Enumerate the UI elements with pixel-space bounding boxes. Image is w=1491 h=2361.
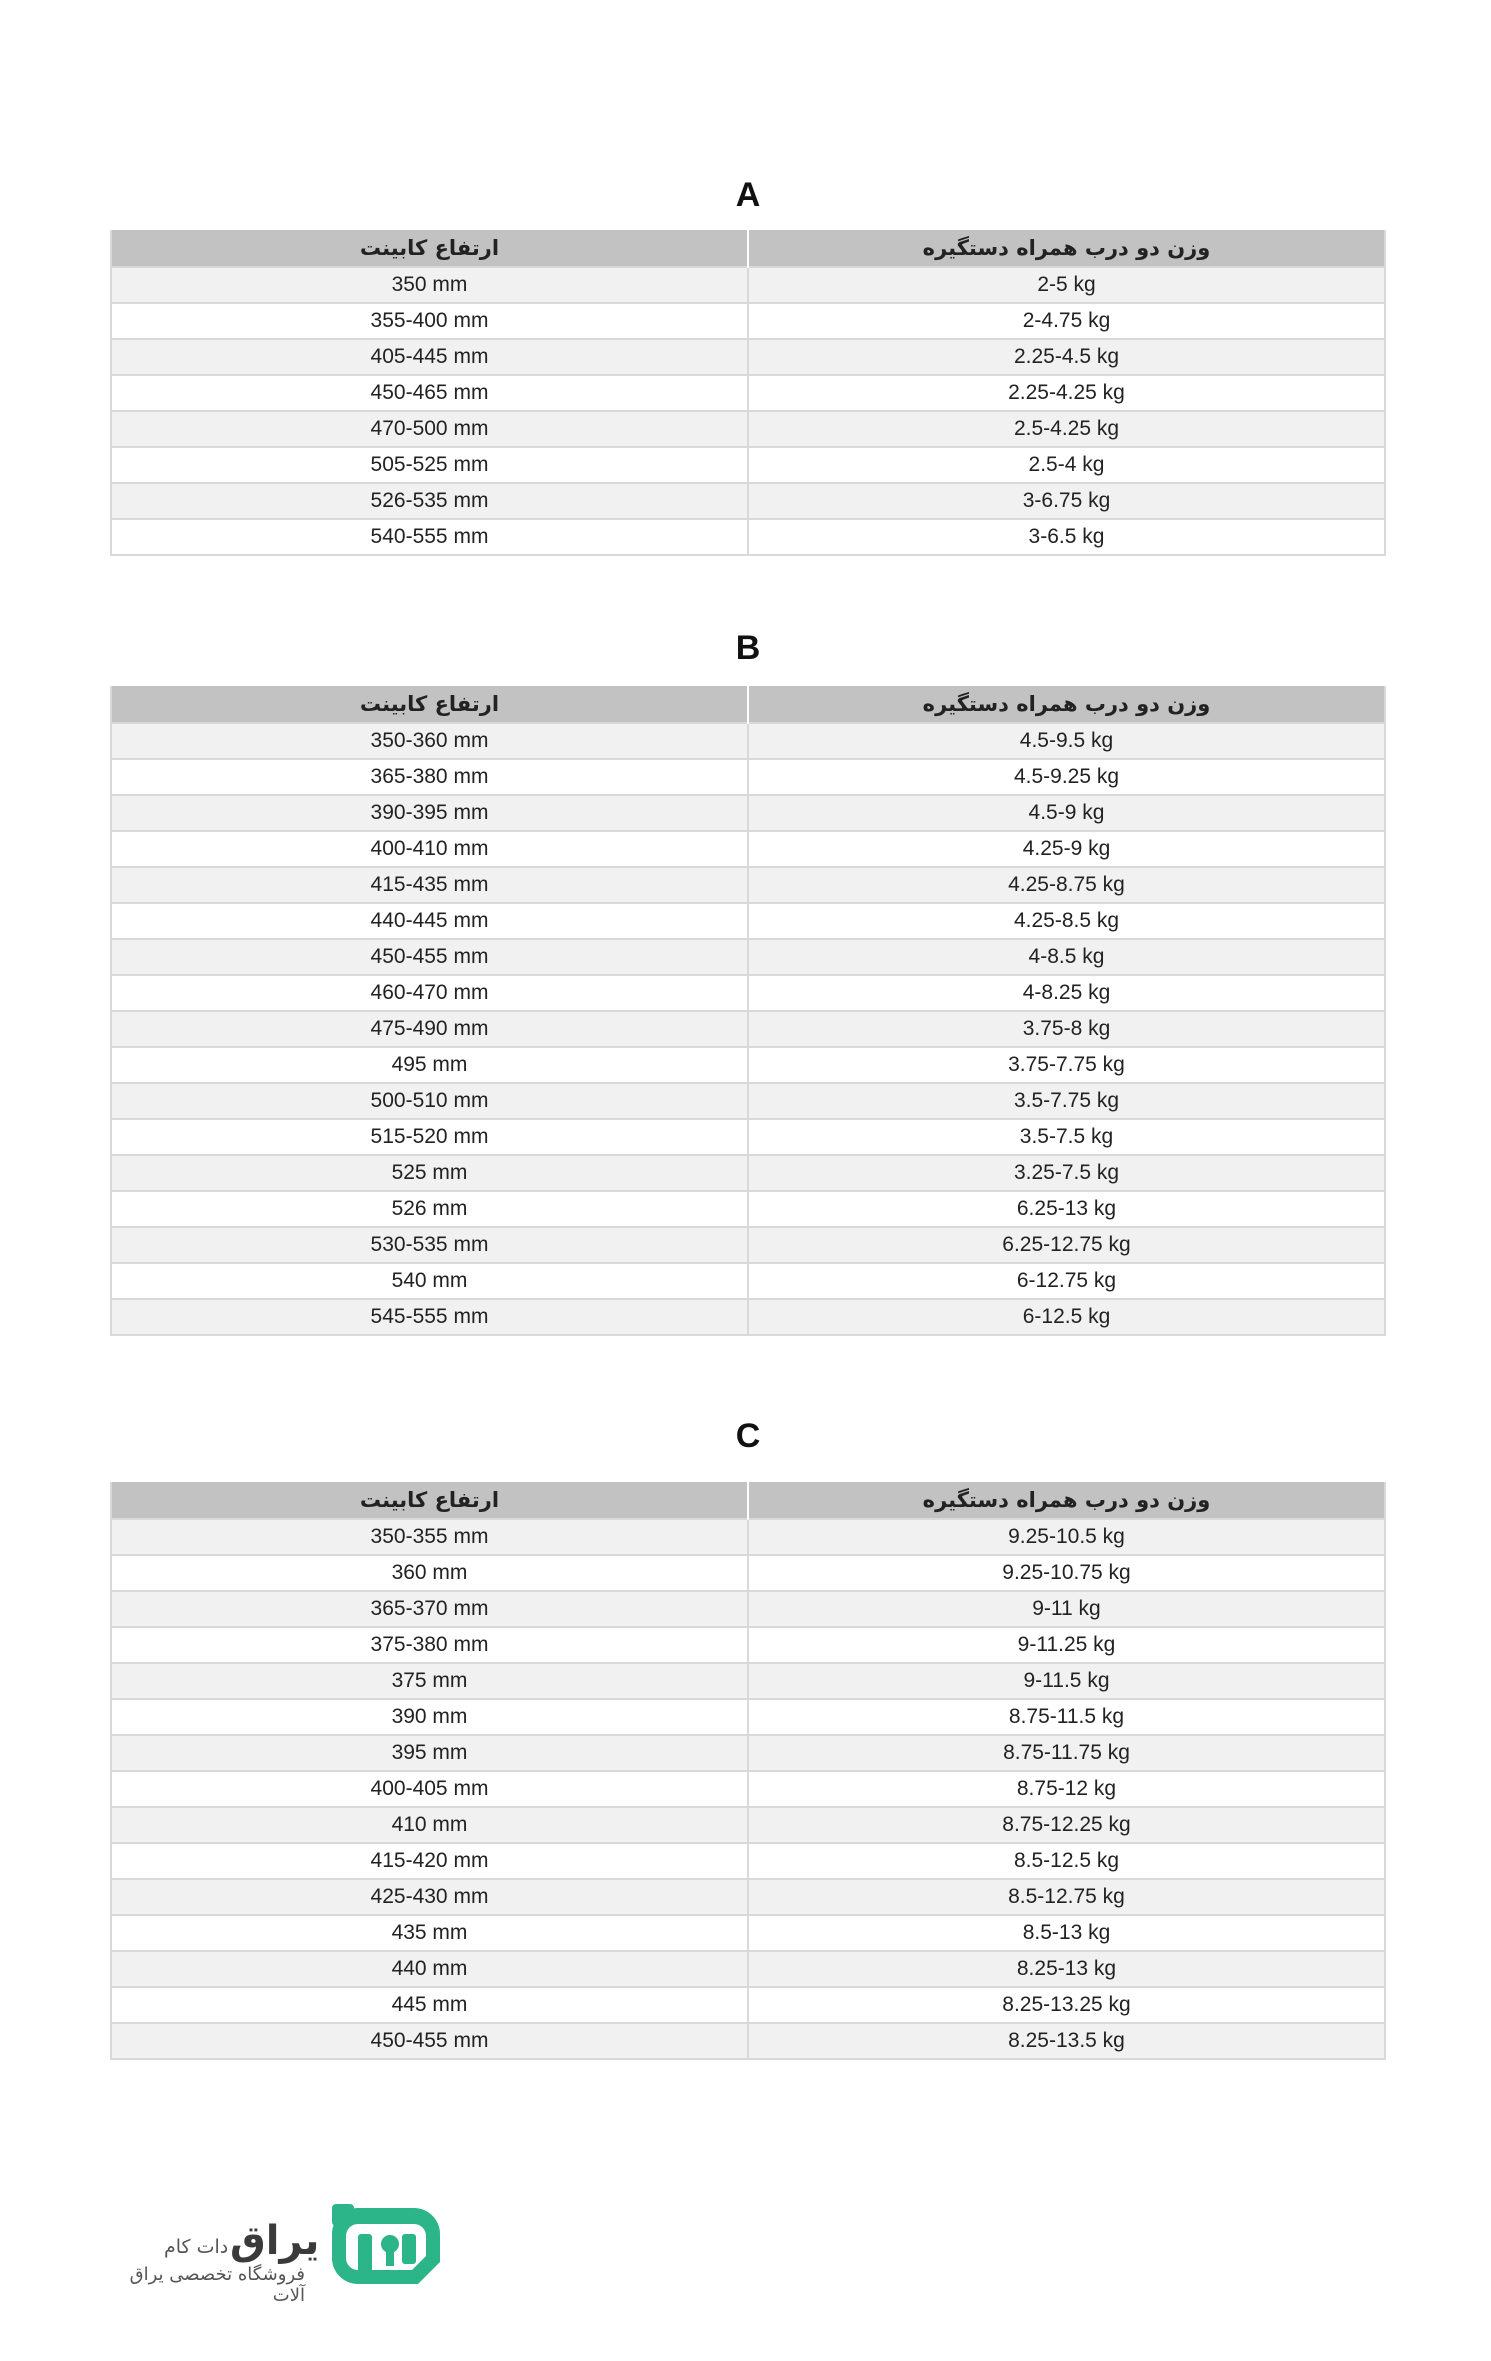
- table-row: [111, 1951, 1385, 1987]
- spec-table-c: [110, 1482, 1386, 2060]
- cell-height: 545-555 mm: [111, 1299, 748, 1335]
- table-row: [111, 519, 1385, 555]
- brand-name: یراق: [230, 2218, 320, 2264]
- cell-weight: 8.5-12.75 kg: [748, 1879, 1385, 1915]
- spec-table-b: [110, 686, 1386, 1336]
- cell-height: 445 mm: [111, 1987, 748, 2023]
- cell-weight: 3-6.5 kg: [748, 519, 1385, 555]
- table-row: [111, 1987, 1385, 2023]
- cell-height: 526 mm: [111, 1191, 748, 1227]
- table-row: [111, 1591, 1385, 1627]
- cell-weight: 3.5-7.5 kg: [748, 1119, 1385, 1155]
- cell-weight: 8.5-12.5 kg: [748, 1843, 1385, 1879]
- cell-height: 435 mm: [111, 1915, 748, 1951]
- table-row: [111, 1263, 1385, 1299]
- cell-height: 540 mm: [111, 1263, 748, 1299]
- cell-height: 350 mm: [111, 267, 748, 303]
- cell-weight: 8.5-13 kg: [748, 1915, 1385, 1951]
- cell-weight: 8.75-12 kg: [748, 1771, 1385, 1807]
- cell-weight: 2.25-4.5 kg: [748, 339, 1385, 375]
- cell-weight: 6.25-13 kg: [748, 1191, 1385, 1227]
- table-row: [111, 903, 1385, 939]
- yaragh-logo-icon: [328, 2200, 444, 2290]
- cell-weight: 3.75-8 kg: [748, 1011, 1385, 1047]
- cell-height: 405-445 mm: [111, 339, 748, 375]
- section-title: B: [735, 629, 761, 667]
- cell-height: 375 mm: [111, 1663, 748, 1699]
- table-row: [111, 1299, 1385, 1335]
- cell-height: 425-430 mm: [111, 1879, 748, 1915]
- table-row: [111, 939, 1385, 975]
- cell-weight: 9.25-10.5 kg: [748, 1519, 1385, 1555]
- table-row: [111, 1663, 1385, 1699]
- table-header-row: [111, 230, 1385, 267]
- brand-tagline: فروشگاه تخصصی یراق آلات: [129, 2264, 305, 2306]
- cell-height: 355-400 mm: [111, 303, 748, 339]
- column-header-height: ارتفاع کابینت: [111, 686, 748, 723]
- cell-height: 375-380 mm: [111, 1627, 748, 1663]
- cell-weight: 9-11.25 kg: [748, 1627, 1385, 1663]
- table-row: [111, 375, 1385, 411]
- table-row: [111, 867, 1385, 903]
- cell-height: 360 mm: [111, 1555, 748, 1591]
- cell-weight: 9-11 kg: [748, 1591, 1385, 1627]
- cell-height: 475-490 mm: [111, 1011, 748, 1047]
- table-row: [111, 1555, 1385, 1591]
- table-row: [111, 1227, 1385, 1263]
- cell-height: 410 mm: [111, 1807, 748, 1843]
- table-row: [111, 975, 1385, 1011]
- cell-weight: 3.5-7.75 kg: [748, 1083, 1385, 1119]
- cell-weight: 6.25-12.75 kg: [748, 1227, 1385, 1263]
- table-row: [111, 411, 1385, 447]
- column-header-height: ارتفاع کابینت: [111, 1482, 748, 1519]
- cell-weight: 8.25-13.25 kg: [748, 1987, 1385, 2023]
- column-header-weight: وزن دو درب همراه دستگیره: [748, 230, 1385, 267]
- table-row: [111, 1807, 1385, 1843]
- cell-height: 450-455 mm: [111, 939, 748, 975]
- cell-height: 460-470 mm: [111, 975, 748, 1011]
- table-row: [111, 1843, 1385, 1879]
- column-header-weight: وزن دو درب همراه دستگیره: [748, 686, 1385, 723]
- cell-height: 415-420 mm: [111, 1843, 748, 1879]
- table-row: [111, 759, 1385, 795]
- table-row: [111, 267, 1385, 303]
- table-row: [111, 447, 1385, 483]
- section-title: C: [735, 1417, 761, 1455]
- cell-height: 395 mm: [111, 1735, 748, 1771]
- cell-weight: 9.25-10.75 kg: [748, 1555, 1385, 1591]
- table-row: [111, 1627, 1385, 1663]
- cell-weight: 8.25-13 kg: [748, 1951, 1385, 1987]
- cell-height: 365-380 mm: [111, 759, 748, 795]
- cell-weight: 4.25-8.5 kg: [748, 903, 1385, 939]
- cell-weight: 3.75-7.75 kg: [748, 1047, 1385, 1083]
- column-header-weight: وزن دو درب همراه دستگیره: [748, 1482, 1385, 1519]
- cell-weight: 2.25-4.25 kg: [748, 375, 1385, 411]
- section-title: A: [735, 176, 761, 214]
- cell-weight: 4.25-9 kg: [748, 831, 1385, 867]
- cell-weight: 4.25-8.75 kg: [748, 867, 1385, 903]
- table-header-row: [111, 686, 1385, 723]
- cell-height: 390 mm: [111, 1699, 748, 1735]
- cell-height: 540-555 mm: [111, 519, 748, 555]
- table-row: [111, 1155, 1385, 1191]
- table-row: [111, 483, 1385, 519]
- cell-weight: 4.5-9.5 kg: [748, 723, 1385, 759]
- cell-weight: 2.5-4.25 kg: [748, 411, 1385, 447]
- table-row: [111, 1519, 1385, 1555]
- table-row: [111, 339, 1385, 375]
- cell-weight: 8.25-13.5 kg: [748, 2023, 1385, 2059]
- table-row: [111, 1699, 1385, 1735]
- cell-weight: 6-12.5 kg: [748, 1299, 1385, 1335]
- cell-height: 390-395 mm: [111, 795, 748, 831]
- cell-height: 530-535 mm: [111, 1227, 748, 1263]
- cell-height: 440-445 mm: [111, 903, 748, 939]
- cell-weight: 4-8.25 kg: [748, 975, 1385, 1011]
- cell-height: 365-370 mm: [111, 1591, 748, 1627]
- column-header-height: ارتفاع کابینت: [111, 230, 748, 267]
- cell-weight: 2-5 kg: [748, 267, 1385, 303]
- table-row: [111, 1119, 1385, 1155]
- cell-weight: 4-8.5 kg: [748, 939, 1385, 975]
- cell-weight: 2-4.75 kg: [748, 303, 1385, 339]
- cell-weight: 4.5-9.25 kg: [748, 759, 1385, 795]
- cell-height: 400-405 mm: [111, 1771, 748, 1807]
- table-header-row: [111, 1482, 1385, 1519]
- table-row: [111, 1191, 1385, 1227]
- cell-weight: 8.75-12.25 kg: [748, 1807, 1385, 1843]
- cell-weight: 2.5-4 kg: [748, 447, 1385, 483]
- table-row: [111, 1771, 1385, 1807]
- table-row: [111, 723, 1385, 759]
- cell-height: 450-455 mm: [111, 2023, 748, 2059]
- cell-height: 526-535 mm: [111, 483, 748, 519]
- table-row: [111, 1915, 1385, 1951]
- cell-weight: 3.25-7.5 kg: [748, 1155, 1385, 1191]
- cell-weight: 6-12.75 kg: [748, 1263, 1385, 1299]
- cell-weight: 4.5-9 kg: [748, 795, 1385, 831]
- spec-table-a: [110, 230, 1386, 556]
- table-row: [111, 303, 1385, 339]
- table-row: [111, 795, 1385, 831]
- table-row: [111, 1879, 1385, 1915]
- cell-height: 350-355 mm: [111, 1519, 748, 1555]
- cell-height: 500-510 mm: [111, 1083, 748, 1119]
- table-row: [111, 831, 1385, 867]
- cell-height: 415-435 mm: [111, 867, 748, 903]
- cell-height: 505-525 mm: [111, 447, 748, 483]
- cell-height: 440 mm: [111, 1951, 748, 1987]
- cell-height: 350-360 mm: [111, 723, 748, 759]
- table-row: [111, 1047, 1385, 1083]
- brand-domain: دات کام: [164, 2236, 229, 2258]
- table-row: [111, 1011, 1385, 1047]
- cell-weight: 9-11.5 kg: [748, 1663, 1385, 1699]
- cell-weight: 3-6.75 kg: [748, 483, 1385, 519]
- table-row: [111, 1083, 1385, 1119]
- cell-height: 525 mm: [111, 1155, 748, 1191]
- brand-logo[interactable]: [100, 2200, 445, 2306]
- cell-weight: 8.75-11.75 kg: [748, 1735, 1385, 1771]
- table-row: [111, 1735, 1385, 1771]
- cell-height: 400-410 mm: [111, 831, 748, 867]
- cell-height: 495 mm: [111, 1047, 748, 1083]
- cell-weight: 8.75-11.5 kg: [748, 1699, 1385, 1735]
- table-row: [111, 2023, 1385, 2059]
- cell-height: 515-520 mm: [111, 1119, 748, 1155]
- cell-height: 470-500 mm: [111, 411, 748, 447]
- cell-height: 450-465 mm: [111, 375, 748, 411]
